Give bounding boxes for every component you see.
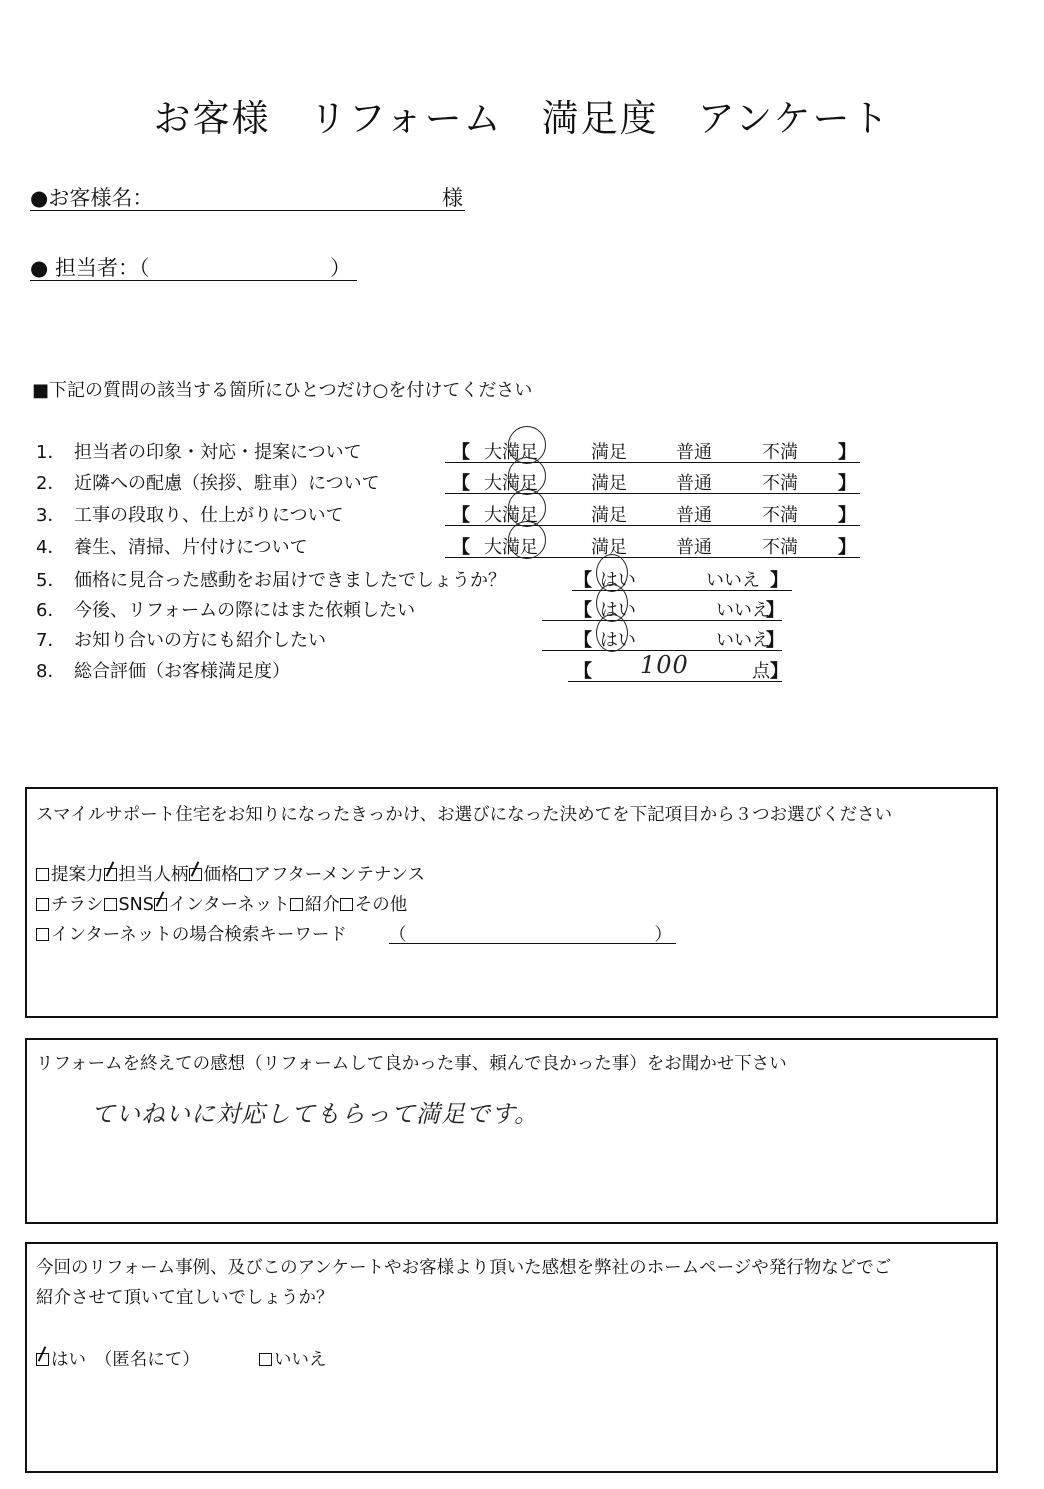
- answer-option[interactable]: 満足: [591, 442, 627, 463]
- answer-option[interactable]: いいえ: [716, 630, 770, 651]
- referral-option-label: 価格: [203, 865, 239, 885]
- keyword-input[interactable]: [389, 921, 676, 944]
- staff-field[interactable]: [30, 252, 357, 281]
- selection-circle: [596, 614, 628, 652]
- answer-option[interactable]: いいえ: [706, 570, 760, 591]
- open-bracket: 【: [452, 473, 470, 494]
- consent-prompt-line2: 紹介させて頂いて宜しいでしょうか？: [36, 1288, 334, 1308]
- keyword-label: インターネットの場合検索キーワード: [51, 925, 347, 945]
- open-bracket: 【: [452, 442, 470, 463]
- question-text: 今後、リフォームの際にはまた依頼したい: [74, 600, 416, 621]
- staff-label: ● 担当者：（: [30, 256, 150, 280]
- consent-yes-label: はい （匿名にて）: [51, 1350, 200, 1370]
- answer-option[interactable]: 普通: [676, 505, 712, 526]
- close-bracket: 】: [766, 600, 784, 621]
- score-unit: 点: [752, 661, 770, 682]
- customer-suffix: 様: [442, 186, 463, 210]
- referral-checkbox[interactable]: [290, 898, 303, 911]
- customer-name-field[interactable]: [30, 182, 465, 211]
- consent-box: [25, 1242, 998, 1473]
- answer-option[interactable]: 大満足: [484, 442, 538, 463]
- impression-prompt: リフォームを終えての感想（リフォームして良かった事、頼んで良かった事）をお聞かせ下さい: [36, 1054, 787, 1074]
- answer-option[interactable]: はい: [600, 630, 636, 651]
- answer-option[interactable]: 不満: [762, 537, 798, 558]
- consent-no-label: いいえ: [274, 1350, 327, 1370]
- referral-checkbox[interactable]: [340, 898, 353, 911]
- referral-option-label: チラシ: [51, 895, 104, 915]
- selection-circle: [508, 521, 546, 559]
- customer-name-label: ●お客様名：: [30, 186, 154, 210]
- referral-option[interactable]: [36, 865, 104, 885]
- question-text: 近隣への配慮（挨拶、駐車）について: [74, 473, 380, 494]
- keyword-close: ）: [654, 925, 672, 945]
- consent-no-option[interactable]: [259, 1346, 327, 1371]
- open-bracket: 【: [574, 630, 592, 651]
- question-text: 工事の段取り、仕上がりについて: [74, 505, 344, 526]
- question-number: 5．: [36, 570, 66, 591]
- referral-option-label: SNS: [118, 895, 154, 915]
- referral-option[interactable]: [189, 865, 239, 885]
- consent-prompt-line1: 今回のリフォーム事例、及びこのアンケートやお客様より頂いた感想を弊社のホームページや発行物などでご: [36, 1258, 892, 1278]
- referral-option[interactable]: [104, 865, 189, 885]
- question-number: 8．: [36, 661, 66, 682]
- answer-option[interactable]: 満足: [591, 537, 627, 558]
- referral-options-row1: [36, 861, 425, 886]
- total-score[interactable]: 100: [640, 651, 689, 679]
- referral-options-row2: [36, 891, 407, 916]
- referral-option-label: 提案力: [51, 865, 104, 885]
- referral-prompt: スマイルサポート住宅をお知りになったきっかけ、お選びになった決めてを下記項目から３つお選びください: [36, 805, 893, 825]
- referral-option[interactable]: [154, 895, 290, 915]
- referral-option-label: 紹介: [304, 895, 340, 915]
- referral-option[interactable]: [239, 865, 426, 885]
- referral-option-label: インターネット: [168, 895, 290, 915]
- open-bracket: 【: [574, 661, 592, 682]
- answer-option[interactable]: 大満足: [484, 505, 538, 526]
- question-text: 担当者の印象・対応・提案について: [74, 442, 362, 463]
- close-bracket: 】: [838, 473, 856, 494]
- open-bracket: 【: [452, 505, 470, 526]
- answer-option[interactable]: 普通: [676, 473, 712, 494]
- referral-option-label: 担当人柄: [118, 865, 189, 885]
- close-bracket: 】: [838, 442, 856, 463]
- open-bracket: 【: [574, 600, 592, 621]
- question-number: 1．: [36, 442, 66, 463]
- keyword-checkbox[interactable]: [36, 928, 49, 941]
- referral-option-label: その他: [354, 895, 408, 915]
- consent-no-checkbox[interactable]: [259, 1353, 272, 1366]
- close-bracket: 】: [766, 630, 784, 651]
- consent-yes-checkbox[interactable]: [36, 1353, 49, 1366]
- question-number: 3．: [36, 505, 66, 526]
- referral-option[interactable]: [290, 895, 340, 915]
- referral-box: [25, 787, 998, 1018]
- answer-option[interactable]: 満足: [591, 473, 627, 494]
- referral-checkbox[interactable]: [104, 898, 117, 911]
- referral-option[interactable]: [340, 895, 408, 915]
- question-text: 総合評価（お客様満足度）: [74, 661, 290, 682]
- close-bracket: 】: [770, 570, 788, 591]
- referral-checkbox[interactable]: [189, 868, 202, 881]
- keyword-open: （: [389, 925, 407, 945]
- page-title: お客様 リフォーム 満足度 アンケート: [153, 97, 891, 140]
- question-text: 養生、清掃、片付けについて: [74, 537, 308, 558]
- question-number: 7．: [36, 630, 66, 651]
- question-number: 4．: [36, 537, 66, 558]
- answer-option[interactable]: 普通: [676, 442, 712, 463]
- staff-close: ）: [330, 256, 351, 280]
- answer-option[interactable]: はい: [600, 570, 636, 591]
- referral-checkbox[interactable]: [36, 898, 49, 911]
- instruction-text: ■下記の質問の該当する箇所にひとつだけ○を付けてください: [32, 380, 533, 401]
- question-text: お知り合いの方にも紹介したい: [74, 630, 326, 651]
- question-number: 6．: [36, 600, 66, 621]
- referral-checkbox[interactable]: [36, 868, 49, 881]
- answer-option[interactable]: 普通: [676, 537, 712, 558]
- answer-option[interactable]: いいえ: [716, 600, 770, 621]
- impression-answer[interactable]: ていねいに対応してもらって満足です。: [91, 1100, 540, 1128]
- keyword-row: [36, 921, 347, 946]
- question-text: 価格に見合った感動をお届けできましたでしょうか？: [74, 570, 506, 591]
- close-bracket: 】: [838, 537, 856, 558]
- close-bracket: 】: [770, 661, 788, 682]
- open-bracket: 【: [574, 570, 592, 591]
- close-bracket: 】: [838, 505, 856, 526]
- referral-option[interactable]: [104, 895, 154, 915]
- answer-option[interactable]: 不満: [762, 442, 798, 463]
- open-bracket: 【: [452, 537, 470, 558]
- question-number: 2．: [36, 473, 66, 494]
- answer-option[interactable]: はい: [600, 600, 636, 621]
- answer-option[interactable]: 大満足: [484, 537, 538, 558]
- referral-option[interactable]: [36, 895, 104, 915]
- answer-option[interactable]: 不満: [762, 505, 798, 526]
- answer-option[interactable]: 不満: [762, 473, 798, 494]
- impression-box: [25, 1038, 998, 1224]
- referral-checkbox[interactable]: [154, 898, 167, 911]
- referral-checkbox[interactable]: [239, 868, 252, 881]
- answer-option[interactable]: 大満足: [484, 473, 538, 494]
- referral-option-label: アフターメンテナンス: [253, 865, 425, 885]
- consent-yes-option[interactable]: [36, 1346, 200, 1371]
- answer-option[interactable]: 満足: [591, 505, 627, 526]
- referral-checkbox[interactable]: [104, 868, 117, 881]
